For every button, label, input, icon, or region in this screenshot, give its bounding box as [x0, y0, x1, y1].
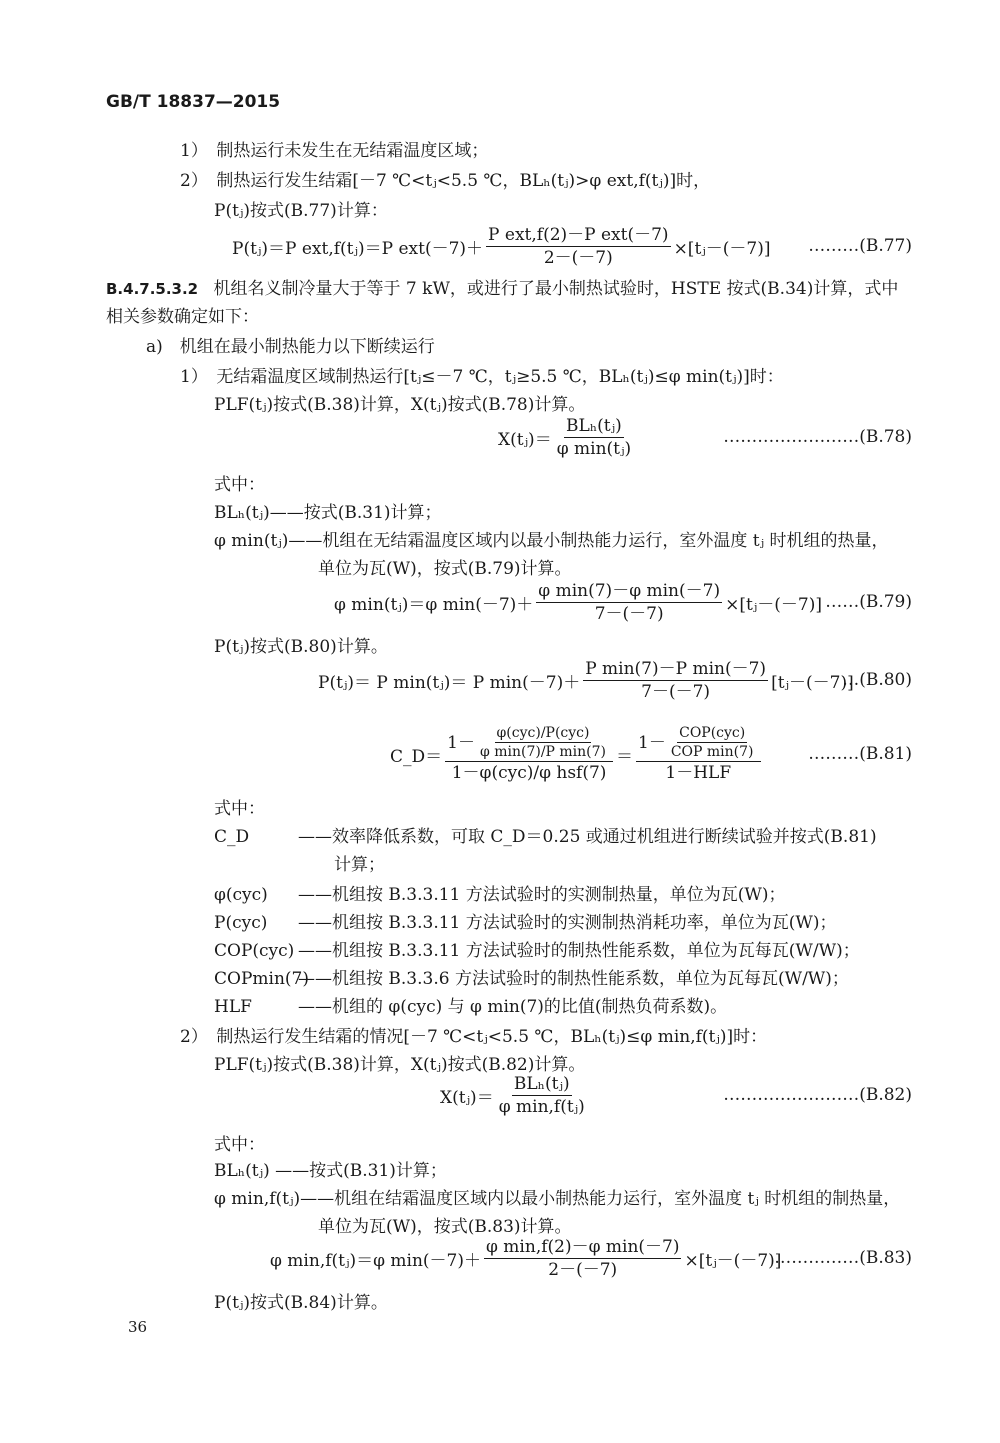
equation-number: ……………………(B.82) — [723, 1085, 912, 1105]
text-line: PLF(tⱼ)按式(B.38)计算，X(tⱼ)按式(B.82)计算。 — [214, 1055, 586, 1075]
symbol: φ(cyc) — [214, 885, 268, 905]
fraction-denominator: 7－(－7) — [641, 681, 711, 702]
fraction-numerator: P ext,f(2)－P ext(－7) — [488, 224, 669, 245]
inner-fraction — [478, 724, 608, 761]
fraction-numerator — [636, 724, 761, 762]
text-line: 相关参数确定如下： — [106, 307, 259, 327]
inner-numerator: φ(cyc)/P(cyc) — [496, 725, 590, 741]
definition-continuation: 单位为瓦(W)，按式(B.83)计算。 — [318, 1217, 572, 1237]
fraction-numerator: φ min(7)－φ min(－7) — [538, 580, 721, 601]
inner-denominator: φ min(7)/P min(7) — [479, 744, 607, 760]
equation-fraction-2 — [636, 724, 761, 784]
fraction-denominator: 1－φ(cyc)/φ hsf(7) — [451, 763, 607, 783]
numerator-one-minus: 1－ — [638, 732, 666, 753]
definition-line — [214, 936, 860, 961]
text-line: P(tⱼ)按式(B.80)计算。 — [214, 637, 388, 657]
equation-lhs: φ min,f(tⱼ)＝φ min(－7)＋ — [270, 1250, 481, 1271]
fraction-denominator: φ min,f(tⱼ) — [498, 1096, 585, 1117]
text-line: P(tⱼ)按式(B.84)计算。 — [214, 1293, 388, 1313]
equation-number: ………(B.81) — [808, 744, 912, 764]
equals-sign: ＝ — [616, 746, 634, 767]
definition-line: BLₕ(tⱼ)——按式(B.31)计算； — [214, 503, 442, 523]
symbol: P(cyc) — [214, 913, 268, 933]
symbol: C_D — [214, 827, 250, 847]
definition-line — [214, 964, 849, 989]
list-item-2: 2） 制热运行发生结霜[－7 ℃<tⱼ<5.5 ℃，BLₕ(tⱼ)>φ ext,f(tⱼ)]时， — [180, 171, 711, 191]
page-number: 36 — [128, 1318, 148, 1336]
definition-text: ——效率降低系数，可取 C_D＝0.25 或通过机组进行断续试验并按式(B.81) — [298, 827, 877, 847]
symbol: COPmin(7) — [214, 969, 309, 989]
list-item-2: 2） 制热运行发生结霜的情况[－7 ℃<tⱼ<5.5 ℃，BLₕ(tⱼ)≤φ min,f(tⱼ)]时： — [180, 1027, 768, 1047]
fraction-denominator: 1－HLF — [665, 763, 732, 783]
equation-rhs: ×[tⱼ－(－7)] — [673, 238, 771, 259]
definition-continuation: 计算； — [334, 855, 385, 875]
fraction-numerator: BLₕ(tⱼ) — [566, 415, 622, 436]
equation-b81 — [390, 708, 912, 800]
equation-lhs: φ min(tⱼ)＝φ min(－7)＋ — [334, 594, 534, 615]
symbol: COP(cyc) — [214, 941, 295, 961]
list-item-a: a) 机组在最小制热能力以下断续运行 — [146, 337, 435, 357]
list-item-1: 1） 无结霜温度区域制热运行[tⱼ≤－7 ℃，tⱼ≥5.5 ℃，BLₕ(tⱼ)≤φ min(tⱼ)]时： — [180, 367, 784, 387]
definition-text: ——机组按 B.3.3.11 方法试验时的实测制热量，单位为瓦(W)； — [298, 885, 786, 905]
where-label: 式中： — [214, 475, 265, 495]
definition-line — [214, 880, 786, 905]
equation-b77 — [232, 222, 912, 270]
definition-text: ——机组的 φ(cyc) 与 φ min(7)的比值(制热负荷系数)。 — [298, 997, 728, 1017]
where-label: 式中： — [214, 799, 265, 819]
equation-fraction — [497, 1073, 587, 1118]
inner-denominator: COP min(7) — [670, 744, 754, 760]
fraction-numerator: BLₕ(tⱼ) — [513, 1073, 570, 1094]
definition-text: ——机组按 B.3.3.11 方法试验时的制热性能系数，单位为瓦每瓦(W/W)； — [298, 941, 860, 961]
fraction-denominator: 2－(－7) — [543, 247, 613, 268]
inner-numerator: COP(cyc) — [679, 725, 746, 741]
equation-fraction — [555, 415, 633, 460]
section-number: B.4.7.5.3.2 — [106, 280, 199, 298]
where-label: 式中： — [214, 1135, 265, 1155]
equation-lhs: X(tⱼ)＝ — [440, 1087, 494, 1108]
equation-rhs: [tⱼ－(－7)] — [771, 672, 854, 693]
document-header: GB/T 18837—2015 — [106, 92, 281, 112]
equation-lhs: P(tⱼ)＝P ext,f(tⱼ)＝P ext(－7)＋ — [232, 238, 484, 259]
definition-line — [214, 822, 877, 847]
definition-text: ——机组按 B.3.3.11 方法试验时的实测制热消耗功率，单位为瓦(W)； — [298, 913, 837, 933]
equation-b80 — [318, 656, 912, 704]
equation-number: ……………………(B.78) — [723, 427, 912, 447]
equation-number: …(B.80) — [842, 670, 912, 690]
definition-line: φ min(tⱼ)——机组在无结霜温度区域内以最小制热能力运行，室外温度 tⱼ 时机组的热量， — [214, 531, 889, 551]
equation-b82 — [440, 1070, 912, 1120]
fraction-numerator: P min(7)－P min(－7) — [585, 658, 767, 679]
text-line: P(tⱼ)按式(B.77)计算： — [214, 201, 388, 221]
definition-line: φ min,f(tⱼ)——机组在结霜温度区域内以最小制热能力运行，室外温度 tⱼ 时机组的制热量， — [214, 1189, 901, 1209]
fraction-denominator: 7－(－7) — [594, 603, 664, 624]
equation-b83 — [270, 1234, 912, 1282]
list-item-1: 1） 制热运行未发生在无结霜温度区域； — [180, 141, 489, 161]
definition-line: BLₕ(tⱼ) ——按式(B.31)计算； — [214, 1161, 447, 1181]
equation-fraction — [536, 580, 722, 625]
definition-text: ——机组按 B.3.3.6 方法试验时的制热性能系数，单位为瓦每瓦(W/W)； — [298, 969, 849, 989]
fraction-numerator: φ min,f(2)－φ min(－7) — [486, 1236, 680, 1257]
equation-lhs: X(tⱼ)＝ — [498, 429, 552, 450]
equation-fraction — [486, 224, 671, 269]
equation-b79 — [334, 578, 912, 626]
equation-b78 — [498, 412, 912, 462]
equation-fraction — [484, 1236, 681, 1281]
equation-number: ……(B.79) — [825, 592, 912, 612]
equation-rhs: ×[tⱼ－(－7)] — [725, 594, 823, 615]
fraction-numerator — [445, 724, 613, 762]
equation-number: ……………(B.83) — [774, 1248, 912, 1268]
definition-line — [214, 908, 837, 933]
fraction-denominator: φ min(tⱼ) — [556, 438, 632, 459]
equation-fraction — [583, 658, 768, 703]
section-line — [106, 274, 898, 299]
definition-line — [214, 992, 727, 1017]
inner-fraction — [669, 724, 756, 761]
symbol: HLF — [214, 997, 252, 1017]
equation-rhs: ×[tⱼ－(－7)] — [684, 1250, 782, 1271]
section-text: 机组名义制冷量大于等于 7 kW，或进行了最小制热试验时，HSTE 按式(B.34)计算，式中 — [213, 279, 899, 299]
equation-fraction — [445, 724, 613, 784]
numerator-one-minus: 1－ — [447, 732, 475, 753]
equation-number: ………(B.77) — [808, 236, 912, 256]
equation-lhs: C_D＝ — [390, 746, 443, 767]
fraction-denominator: 2－(－7) — [548, 1259, 618, 1280]
equation-lhs: P(tⱼ)＝ P min(tⱼ)＝ P min(－7)＋ — [318, 672, 581, 693]
text-line: PLF(tⱼ)按式(B.38)计算，X(tⱼ)按式(B.78)计算。 — [214, 395, 586, 415]
definition-continuation: 单位为瓦(W)，按式(B.79)计算。 — [318, 559, 572, 579]
